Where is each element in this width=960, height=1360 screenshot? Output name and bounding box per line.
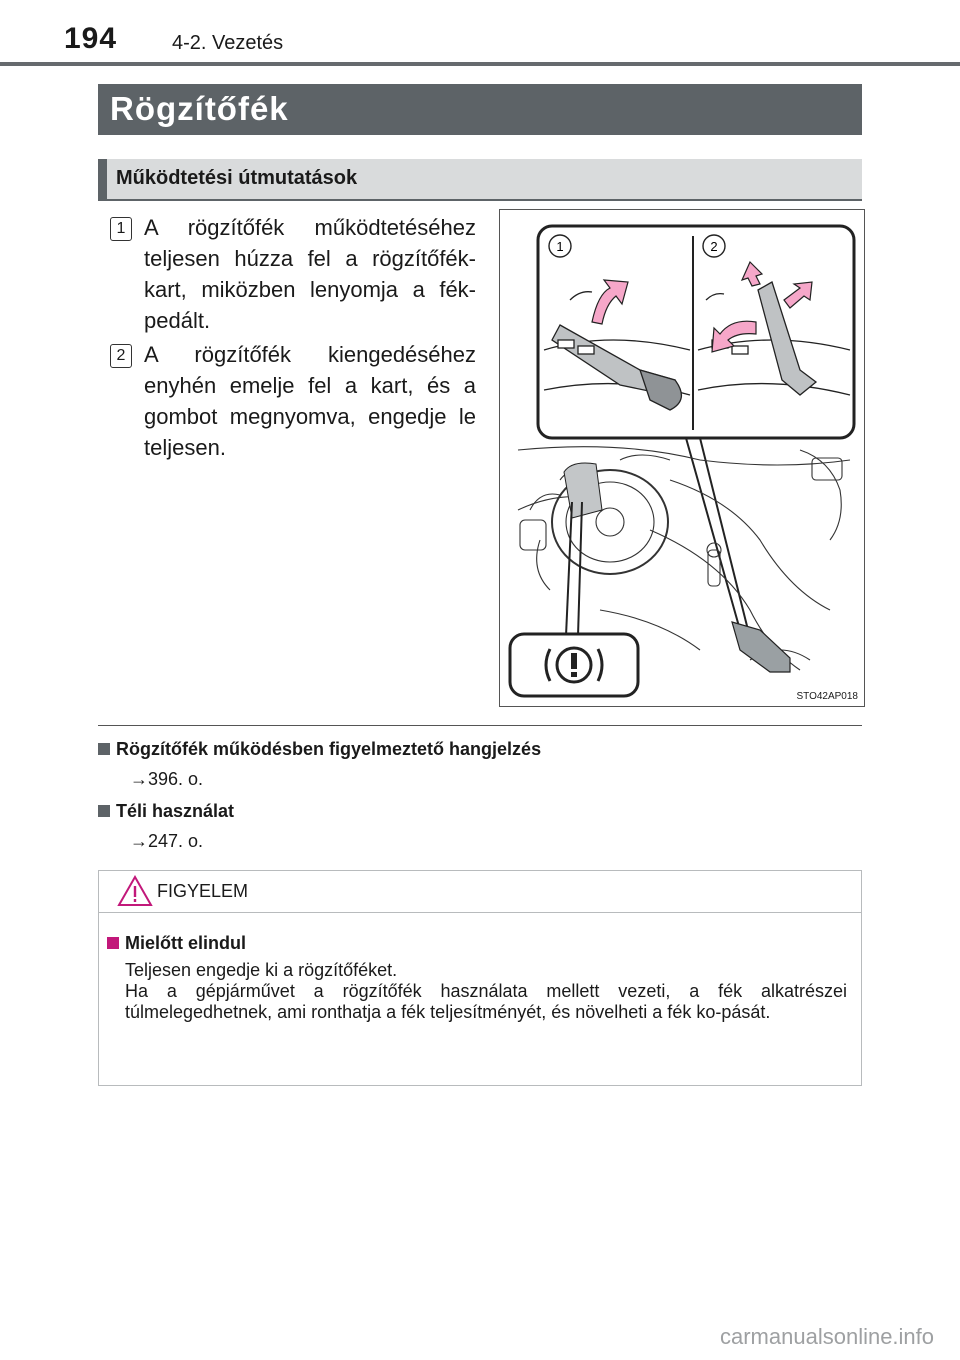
step-text-2: A rögzítőfék kiengedéséhez enyhén emelje fel a kart, és a gombot megnyomva, engedje le teljesen. (144, 342, 476, 460)
page-title: Rögzítőfék (110, 90, 289, 127)
note-heading-1 (98, 739, 541, 760)
step-number-2: 2 (110, 344, 132, 368)
warning-line-1: Teljesen engedje ki a rögzítőféket. (125, 960, 398, 980)
step-2 (110, 339, 476, 463)
warning-label: FIGYELEM (157, 881, 249, 901)
note-link-2[interactable]: →247. o. (130, 831, 204, 851)
warning-triangle-icon (117, 875, 153, 907)
warning-subtitle: Mielőtt elindul (125, 933, 246, 953)
header-divider (0, 62, 960, 66)
page-header (0, 0, 960, 66)
illustration-svg (500, 210, 864, 706)
pointer-line-2 (700, 438, 748, 630)
note-bullet-icon (98, 805, 110, 817)
callout-frame (538, 226, 854, 438)
note-title-2: Téli használat (116, 801, 235, 821)
note-link-1[interactable]: →396. o. (130, 769, 204, 789)
section-divider (98, 725, 862, 726)
subheading-bar (98, 159, 862, 201)
indicator-pointer-1 (566, 502, 572, 636)
step-1 (110, 212, 476, 336)
instrument-cluster (564, 463, 602, 518)
footer-watermark: carmanualsonline.info (720, 1324, 935, 1349)
pointer-line-1 (686, 438, 740, 630)
warning-header (99, 871, 861, 913)
note-bullet-icon (98, 743, 110, 755)
callout-label-1-icon (549, 235, 571, 257)
parking-brake-illustration (499, 209, 865, 707)
page-number: 194 (64, 22, 118, 55)
subheading-marker (98, 159, 107, 199)
svg-text:1: 1 (556, 239, 564, 254)
warning-body (125, 960, 847, 1023)
warning-bullet-icon (107, 937, 119, 949)
figure-code: STO42AP018 (796, 691, 858, 702)
section-reference: 4-2. Vezetés (172, 32, 284, 54)
subheading: Működtetési útmutatások (116, 167, 358, 189)
callout-label-2-icon (703, 235, 725, 257)
warning-line-2: Ha a gépjárművet a rögzítőfék használata mellett vezeti, a fék alkatrészei túlmelegedhetnek, ami ronthatja a fék teljesítményét, és növelheti a fék ko-pását. (125, 981, 847, 1022)
step-number-1: 1 (110, 217, 132, 241)
note-heading-2 (98, 801, 234, 822)
step-text-1: A rögzítőfék működtetéséhez teljesen húzza fel a rögzítőfék-kart, miközben lenyomja a fék-pedált. (144, 215, 476, 333)
note-title-1: Rögzítőfék működésben figyelmeztető hangjelzés (116, 739, 542, 759)
warning-box (98, 870, 862, 1086)
page-title-bar (98, 84, 862, 135)
indicator-pointer-2 (578, 502, 582, 636)
warning-subtitle-row (107, 933, 246, 954)
svg-text:2: 2 (710, 239, 718, 254)
